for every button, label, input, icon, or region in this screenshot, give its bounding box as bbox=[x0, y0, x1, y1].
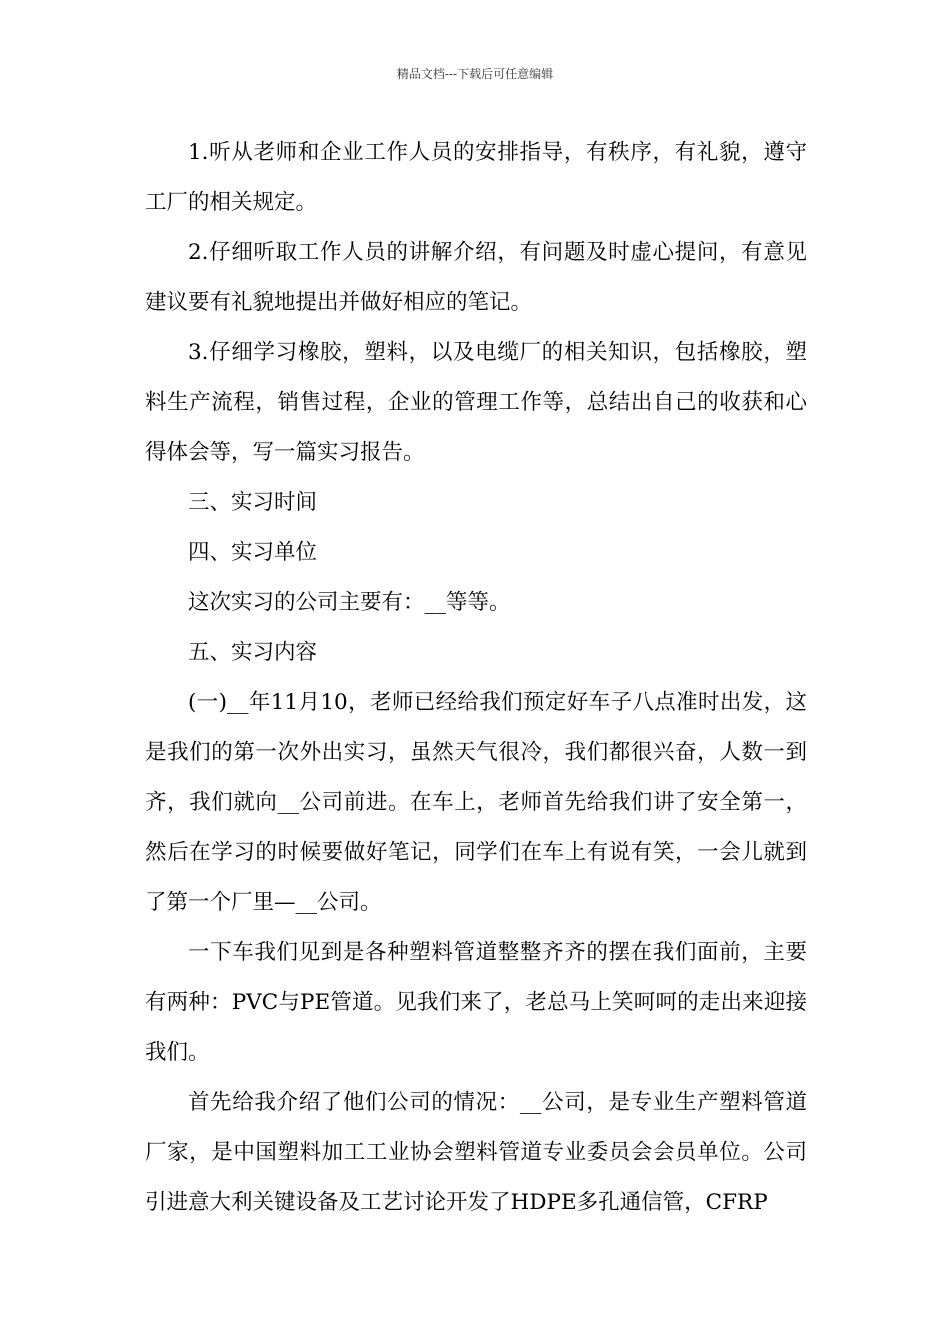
paragraph-company-intro: 首先给我介绍了他们公司的情况：__公司，是专业生产塑料管道厂家，是中国塑料加工工业协会塑料管道专业委员会会员单位。公司引进意大利关键设备及工艺讨论开发了HDPE多孔通信管，CFRP bbox=[145, 1090, 807, 1215]
paragraph-arrival: 一下车我们见到是各种塑料管道整整齐齐的摆在我们面前，主要有两种：PVC与PE管道。见我们来了，老总马上笑呵呵的走出来迎接我们。 bbox=[145, 940, 807, 1065]
paragraph-rule-2: 2.仔细听取工作人员的讲解介绍，有问题及时虚心提问，有意见建议要有礼貌地提出并做好相应的笔记。 bbox=[145, 240, 807, 315]
paragraph-companies: 这次实习的公司主要有：__等等。 bbox=[188, 590, 511, 615]
paragraph-rule-3: 3.仔细学习橡胶，塑料，以及电缆厂的相关知识，包括橡胶，塑料生产流程，销售过程，企业的管理工作等，总结出自己的收获和心得体会等，写一篇实习报告。 bbox=[145, 340, 807, 465]
section-heading-time: 三、实习时间 bbox=[188, 490, 318, 515]
section-heading-content: 五、实习内容 bbox=[188, 640, 318, 665]
document-body bbox=[145, 128, 807, 1228]
paragraph-day-one: (一)__年11月10，老师已经给我们预定好车子八点准时出发，这是我们的第一次外出实习，虽然天气很冷，我们都很兴奋，人数一到齐，我们就向__公司前进。在车上，老师首先给我们讲了安全第一，然后在学习的时候要做好笔记，同学们在车上有说有笑，一会儿就到了第一个厂里—__公司。 bbox=[145, 690, 807, 915]
section-heading-unit: 四、实习单位 bbox=[188, 540, 318, 565]
paragraph-rule-1: 1.听从老师和企业工作人员的安排指导，有秩序，有礼貌，遵守工厂的相关规定。 bbox=[145, 140, 807, 215]
page-header: 精品文档---下载后可任意编辑 bbox=[396, 67, 554, 81]
